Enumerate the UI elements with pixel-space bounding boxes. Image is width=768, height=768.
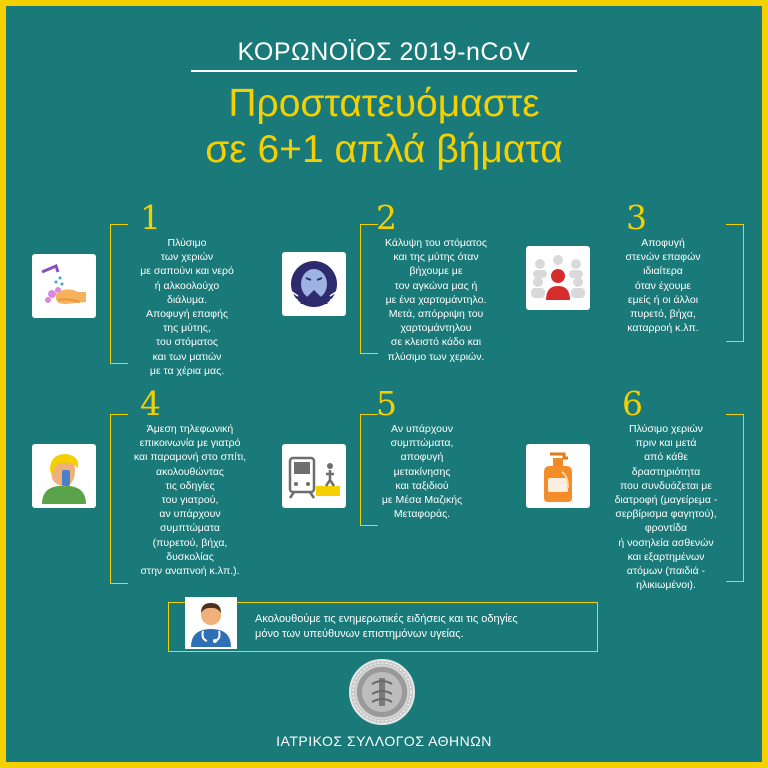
handwashing-icon — [36, 258, 92, 314]
medical-association-seal-icon — [346, 658, 418, 726]
step-1-icon-box — [32, 254, 96, 318]
header-title-text: ΚΟΡΩΝΟΪΟΣ 2019-nCoV — [237, 38, 531, 66]
step-6-text: Πλύσιμο χεριών πριν και μετά από κάθε δραστηριότητα που συνδυάζεται με διατροφή (μαγείρεμα - σερβίρισμα φαγητού), φροντίδα ή νοσηλεία ασθενών και εξαρτημένων ατόμων (παιδιά - ηλικιωμένοι). — [614, 423, 718, 592]
step-3-bracket — [726, 224, 744, 342]
step-3 — [526, 196, 758, 376]
title-underline — [191, 70, 577, 72]
step-4-icon-box — [32, 444, 96, 508]
doctor-icon — [187, 599, 235, 647]
step-3-number: 3 — [626, 198, 647, 237]
step-2-text: Κάλυψη του στόματος και της μύτης όταν βήχουμε με τον αγκώνα μας ή με ένα χαρτομάντηλο. Μετά, απόρριψη του χαρτομάντηλου σε κλειστό κάδο και πλύσιμο των χεριών. — [385, 237, 487, 363]
step-5-text: Αν υπάρχουν συμπτώματα, αποφυγή μετακίνησης και ταξιδιού με Μέσα Μαζικής Μεταφοράς. — [381, 423, 463, 521]
step-5-number: 5 — [376, 384, 397, 423]
organization-name: ΙΑΤΡΙΚΟΣ ΣΥΛΛΟΓΟΣ ΑΘΗΝΩΝ — [276, 733, 492, 749]
headline-line-2: σε 6+1 απλά βήματα — [205, 128, 563, 171]
step-2-icon-box — [282, 252, 346, 316]
step-6-icon-box — [526, 444, 590, 508]
step-6 — [526, 384, 758, 592]
footer-note-box — [168, 602, 598, 652]
footer-note-text: Ακολουθούμε τις ενημερωτικές ειδήσεις και τις οδηγίες μόνο των υπεύθυνων επιστημόνων υγείας. — [255, 613, 518, 640]
step-1-number: 1 — [140, 198, 161, 237]
poster — [6, 6, 762, 762]
phone-call-icon — [36, 448, 92, 504]
sneezing-person-icon — [286, 256, 342, 312]
soap-bottle-icon — [530, 448, 586, 504]
step-1 — [32, 196, 262, 376]
headline — [6, 81, 762, 173]
step-2 — [282, 196, 512, 376]
step-1-text: Πλύσιμο των χεριών με σαπούνι και νερό ή αλκοολούχο διάλυμα. Αποφυγή επαφής της μύτης, του στόματος και των ματιών με τα χέρια μας. — [140, 237, 234, 377]
crowd-person-icon — [530, 250, 586, 306]
step-3-text: Αποφυγή στενών επαφών ιδιαίτερα όταν έχουμε εμείς ή οι άλλοι πυρετό, βήχα, καταρροή κ.λπ. — [625, 237, 701, 335]
step-4-text: Άμεση τηλεφωνική επικοινωνία με γιατρό και παραμονή στο σπίτι, ακολουθώντας τις οδηγίες του γιατρού, αν υπάρχουν συμπτώματα (πυρετού, βήχα, δυσκολίας στην αναπνοή κ.λπ.). — [133, 423, 247, 578]
train-travel-icon — [286, 448, 342, 504]
step-5-icon-box — [282, 444, 346, 508]
step-3-icon-box — [526, 246, 590, 310]
footer-icon-box — [185, 597, 237, 649]
step-6-number: 6 — [622, 384, 643, 423]
headline-line-1: Προστατευόμαστε — [228, 82, 540, 125]
header-title — [6, 38, 762, 72]
step-5 — [282, 386, 512, 566]
step-4 — [32, 386, 268, 586]
step-2-number: 2 — [376, 198, 397, 237]
step-4-number: 4 — [140, 384, 161, 423]
